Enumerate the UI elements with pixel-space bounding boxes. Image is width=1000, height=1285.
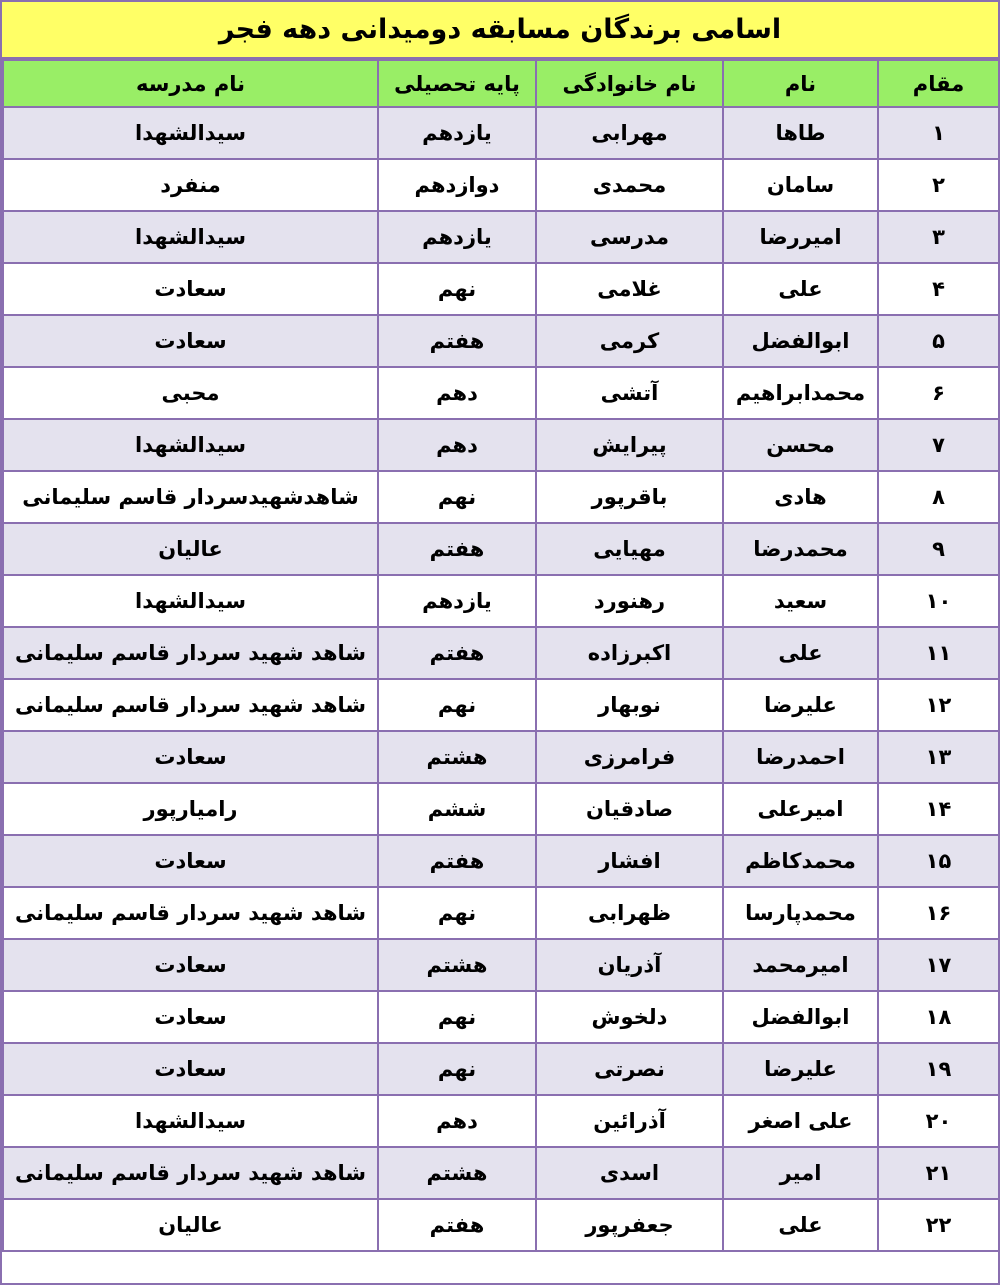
table-row bbox=[3, 991, 999, 1043]
rank-cell: ۱۸ bbox=[878, 991, 999, 1043]
family-cell: اکبرزاده bbox=[536, 627, 723, 679]
name-cell: هادی bbox=[723, 471, 878, 523]
family-cell: مهیایی bbox=[536, 523, 723, 575]
rank-cell: ۱۴ bbox=[878, 783, 999, 835]
table-row bbox=[3, 731, 999, 783]
family-cell: ظهرابی bbox=[536, 887, 723, 939]
table-row bbox=[3, 471, 999, 523]
school-cell: سعادت bbox=[3, 991, 378, 1043]
school-cell: رامیارپور bbox=[3, 783, 378, 835]
rank-cell: ۴ bbox=[878, 263, 999, 315]
school-cell: سیدالشهدا bbox=[3, 107, 378, 159]
grade-cell: هشتم bbox=[378, 939, 536, 991]
name-cell: احمدرضا bbox=[723, 731, 878, 783]
family-cell: اسدی bbox=[536, 1147, 723, 1199]
grade-cell: نهم bbox=[378, 471, 536, 523]
table-row bbox=[3, 1199, 999, 1251]
grade-cell: هفتم bbox=[378, 315, 536, 367]
header-grade: پایه تحصیلی bbox=[378, 60, 536, 107]
page-title: اسامی برندگان مسابقه دومیدانی دهه فجر bbox=[2, 2, 998, 59]
school-cell: سعادت bbox=[3, 731, 378, 783]
school-cell: سیدالشهدا bbox=[3, 211, 378, 263]
grade-cell: دهم bbox=[378, 1095, 536, 1147]
name-cell: محمدابراهیم bbox=[723, 367, 878, 419]
header-name: نام bbox=[723, 60, 878, 107]
table-row bbox=[3, 939, 999, 991]
table-row bbox=[3, 211, 999, 263]
table-row bbox=[3, 835, 999, 887]
family-cell: باقرپور bbox=[536, 471, 723, 523]
family-cell: رهنورد bbox=[536, 575, 723, 627]
grade-cell: نهم bbox=[378, 991, 536, 1043]
table-row bbox=[3, 575, 999, 627]
family-cell: آذرائین bbox=[536, 1095, 723, 1147]
family-cell: دلخوش bbox=[536, 991, 723, 1043]
grade-cell: هفتم bbox=[378, 523, 536, 575]
name-cell: علیرضا bbox=[723, 1043, 878, 1095]
table-row bbox=[3, 887, 999, 939]
family-cell: کرمی bbox=[536, 315, 723, 367]
table-row bbox=[3, 367, 999, 419]
winners-body bbox=[3, 107, 999, 1251]
rank-cell: ۲۰ bbox=[878, 1095, 999, 1147]
family-cell: غلامی bbox=[536, 263, 723, 315]
grade-cell: یازدهم bbox=[378, 107, 536, 159]
table-row bbox=[3, 419, 999, 471]
grade-cell: هفتم bbox=[378, 627, 536, 679]
rank-cell: ۳ bbox=[878, 211, 999, 263]
family-cell: افشار bbox=[536, 835, 723, 887]
grade-cell: نهم bbox=[378, 887, 536, 939]
header-school: نام مدرسه bbox=[3, 60, 378, 107]
family-cell: صادقیان bbox=[536, 783, 723, 835]
rank-cell: ۸ bbox=[878, 471, 999, 523]
table-row bbox=[3, 1043, 999, 1095]
table-row bbox=[3, 1147, 999, 1199]
name-cell: محسن bbox=[723, 419, 878, 471]
rank-cell: ۱۱ bbox=[878, 627, 999, 679]
name-cell: امیررضا bbox=[723, 211, 878, 263]
rank-cell: ۱۳ bbox=[878, 731, 999, 783]
school-cell: شاهد شهید سردار قاسم سلیمانی bbox=[3, 887, 378, 939]
grade-cell: هفتم bbox=[378, 1199, 536, 1251]
family-cell: محمدی bbox=[536, 159, 723, 211]
school-cell: سعادت bbox=[3, 263, 378, 315]
name-cell: ابوالفضل bbox=[723, 991, 878, 1043]
grade-cell: دهم bbox=[378, 367, 536, 419]
school-cell: سعادت bbox=[3, 315, 378, 367]
name-cell: طاها bbox=[723, 107, 878, 159]
school-cell: محبی bbox=[3, 367, 378, 419]
grade-cell: هشتم bbox=[378, 731, 536, 783]
rank-cell: ۱۶ bbox=[878, 887, 999, 939]
school-cell: شاهد شهید سردار قاسم سلیمانی bbox=[3, 1147, 378, 1199]
school-cell: منفرد bbox=[3, 159, 378, 211]
grade-cell: نهم bbox=[378, 679, 536, 731]
school-cell: سعادت bbox=[3, 835, 378, 887]
school-cell: سیدالشهدا bbox=[3, 419, 378, 471]
family-cell: نصرتی bbox=[536, 1043, 723, 1095]
name-cell: محمدرضا bbox=[723, 523, 878, 575]
grade-cell: یازدهم bbox=[378, 211, 536, 263]
grade-cell: ششم bbox=[378, 783, 536, 835]
grade-cell: یازدهم bbox=[378, 575, 536, 627]
table-row bbox=[3, 1095, 999, 1147]
grade-cell: نهم bbox=[378, 263, 536, 315]
table-row bbox=[3, 627, 999, 679]
rank-cell: ۲۲ bbox=[878, 1199, 999, 1251]
family-cell: فرامرزی bbox=[536, 731, 723, 783]
name-cell: سامان bbox=[723, 159, 878, 211]
school-cell: عالیان bbox=[3, 523, 378, 575]
rank-cell: ۱۰ bbox=[878, 575, 999, 627]
grade-cell: هفتم bbox=[378, 835, 536, 887]
school-cell: سعادت bbox=[3, 1043, 378, 1095]
name-cell: علی bbox=[723, 1199, 878, 1251]
family-cell: پیرایش bbox=[536, 419, 723, 471]
school-cell: شاهد شهید سردار قاسم سلیمانی bbox=[3, 679, 378, 731]
family-cell: جعفرپور bbox=[536, 1199, 723, 1251]
name-cell: امیرعلی bbox=[723, 783, 878, 835]
rank-cell: ۱۹ bbox=[878, 1043, 999, 1095]
family-cell: آتشی bbox=[536, 367, 723, 419]
header-row bbox=[3, 60, 999, 107]
name-cell: علیرضا bbox=[723, 679, 878, 731]
name-cell: علی اصغر bbox=[723, 1095, 878, 1147]
table-row bbox=[3, 107, 999, 159]
table-row bbox=[3, 263, 999, 315]
name-cell: محمدکاظم bbox=[723, 835, 878, 887]
table-row bbox=[3, 523, 999, 575]
rank-cell: ۹ bbox=[878, 523, 999, 575]
name-cell: امیر bbox=[723, 1147, 878, 1199]
table-row bbox=[3, 679, 999, 731]
header-family: نام خانوادگی bbox=[536, 60, 723, 107]
name-cell: ابوالفضل bbox=[723, 315, 878, 367]
rank-cell: ۷ bbox=[878, 419, 999, 471]
school-cell: شاهدشهیدسردار قاسم سلیمانی bbox=[3, 471, 378, 523]
school-cell: سعادت bbox=[3, 939, 378, 991]
family-cell: آذریان bbox=[536, 939, 723, 991]
rank-cell: ۱ bbox=[878, 107, 999, 159]
name-cell: محمدپارسا bbox=[723, 887, 878, 939]
name-cell: سعید bbox=[723, 575, 878, 627]
rank-cell: ۲ bbox=[878, 159, 999, 211]
grade-cell: هشتم bbox=[378, 1147, 536, 1199]
family-cell: مدرسی bbox=[536, 211, 723, 263]
family-cell: مهرابی bbox=[536, 107, 723, 159]
school-cell: شاهد شهید سردار قاسم سلیمانی bbox=[3, 627, 378, 679]
name-cell: امیرمحمد bbox=[723, 939, 878, 991]
table-row bbox=[3, 159, 999, 211]
header-rank: مقام bbox=[878, 60, 999, 107]
school-cell: عالیان bbox=[3, 1199, 378, 1251]
grade-cell: دوازدهم bbox=[378, 159, 536, 211]
school-cell: سیدالشهدا bbox=[3, 1095, 378, 1147]
rank-cell: ۲۱ bbox=[878, 1147, 999, 1199]
rank-cell: ۶ bbox=[878, 367, 999, 419]
rank-cell: ۱۲ bbox=[878, 679, 999, 731]
rank-cell: ۱۵ bbox=[878, 835, 999, 887]
school-cell: سیدالشهدا bbox=[3, 575, 378, 627]
table-row bbox=[3, 315, 999, 367]
winners-table bbox=[2, 59, 1000, 1252]
grade-cell: نهم bbox=[378, 1043, 536, 1095]
grade-cell: دهم bbox=[378, 419, 536, 471]
name-cell: علی bbox=[723, 627, 878, 679]
rank-cell: ۱۷ bbox=[878, 939, 999, 991]
rank-cell: ۵ bbox=[878, 315, 999, 367]
name-cell: علی bbox=[723, 263, 878, 315]
family-cell: نوبهار bbox=[536, 679, 723, 731]
table-row bbox=[3, 783, 999, 835]
